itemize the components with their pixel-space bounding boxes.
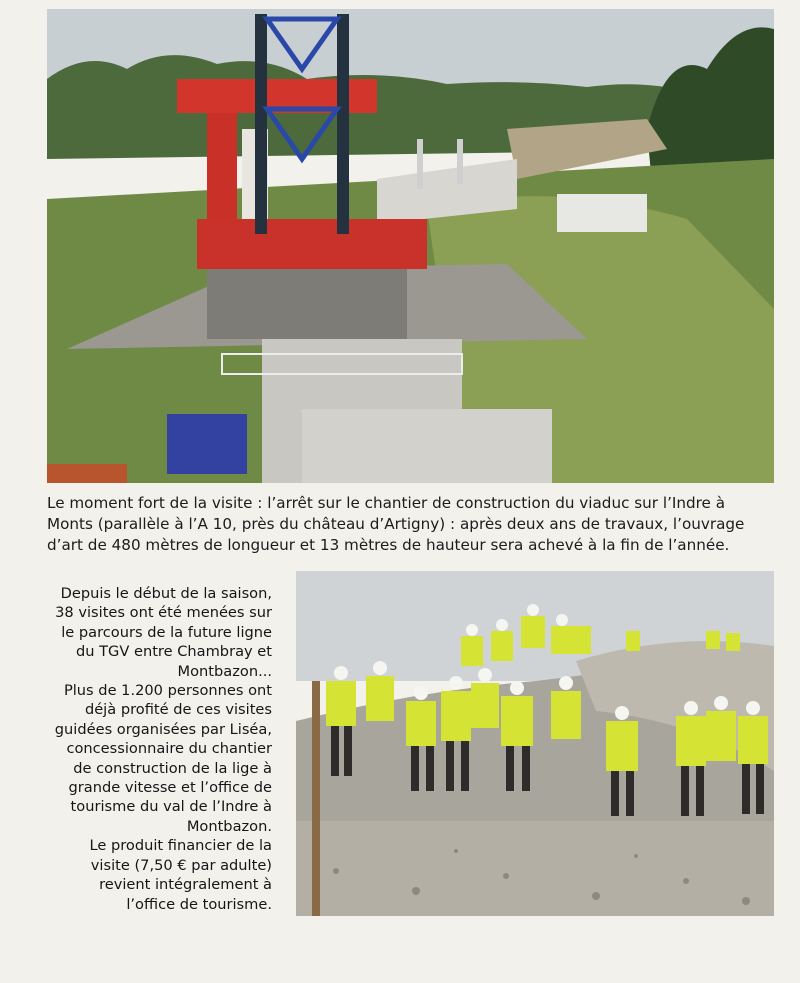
article-text (52, 584, 272, 914)
paragraph-visitors: Plus de 1.200 personnes ont déjà profité de ces visites guidées organisées par Liséa, concessionnaire du chantier de construction de la lige à grande vitesse et l’office de tourisme du val de l’Indre à Montbazon. (54, 682, 272, 835)
paragraph-visits: Depuis le début de la saison, 38 visites ont été menées sur le parcours de la future ligne du TGV entre Chambray et Montbazon... (55, 585, 272, 680)
show-through-headline (390, 908, 790, 938)
viaduct-construction-photo (47, 9, 774, 483)
paragraph-price: Le produit financier de la visite (7,50 € par adulte) revient intégralement à l’office de tourisme. (89, 837, 272, 913)
visitors-in-hi-vis-photo (296, 571, 774, 916)
photo-caption: Le moment fort de la visite : l’arrêt sur le chantier de construction du viaduc sur l’Indre à Monts (parallèle à l’A 10, près du château d’Artigny) : après deux ans de travaux, l’ouvrage d’art de 480 mètres de longueur et 13 mètres de hauteur sera achevé à la fin de l’année. (47, 494, 745, 554)
